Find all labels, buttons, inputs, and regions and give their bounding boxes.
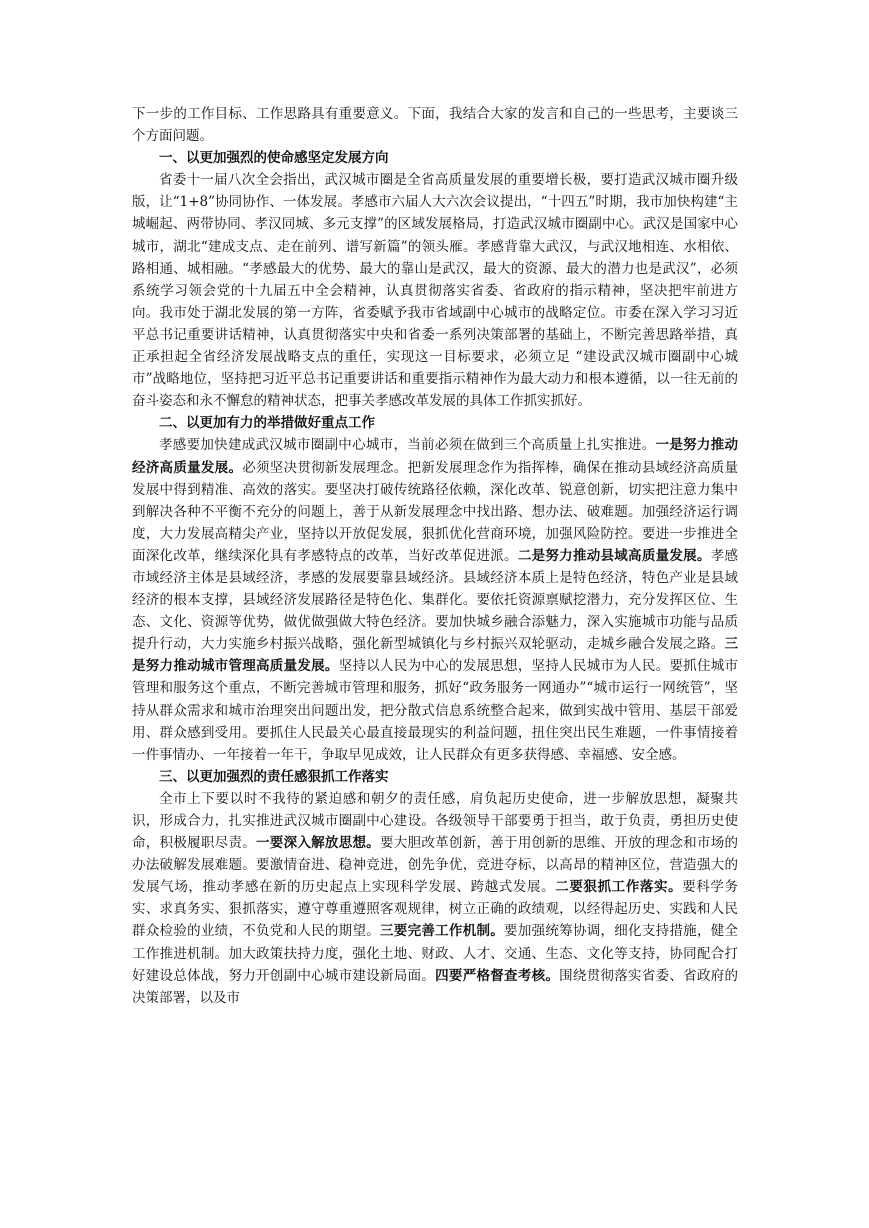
section-3-point-1-title: 一要深入解放思想。 [256, 835, 381, 852]
section-3-point-4-text: 围绕贯彻落实省委、省政府的决策部署，以及市 [132, 967, 739, 1006]
section-2-paragraph [132, 434, 738, 765]
section-2-point-1-title: 一是努力推动经济高质量发展。 [132, 437, 739, 476]
section-3-point-1-text: 要大胆改革创新，善于用创新的思维、开放的理念和市场的办法破解发展难题。要激情奋进、稳神竞进，创先争优，竞进夺标，以高昂的精神区位，营造强大的发展气场，推动孝感在新的历史起点上实现科学发展、跨越式发展。 [132, 835, 739, 896]
section-3-paragraph [132, 788, 738, 1009]
section-3-point-4-title: 四要严格督查考核。 [435, 967, 560, 984]
section-1-heading: 一、以更加强烈的使命感坚定发展方向 [159, 150, 389, 167]
section-3-lead: 全市上下要以时不我待的紧迫感和朝夕的责任感，肩负起历史使命，进一步解放思想，凝聚共识，形成合力，扎实推进武汉城市圈副中心建设。各级领导干部要勇于担当，敢于负责，勇担历史使命，积极履职尽责。 [132, 790, 738, 852]
section-2-lead: 孝感要加快建成武汉城市圈副中心城市，当前必须在做到三个高质量上扎实推进。 [159, 437, 656, 454]
section-3-point-3-text: 要加强统筹协调，细化支持措施，健全工作推进机制。加大政策扶持力度，强化土地、财政、人才、交通、生态、文化等支持，协同配合打好建设总体战，努力开创副中心城市建设新局面。 [132, 923, 739, 984]
section-2-point-2-title: 二是努力推动县域高质量发展。 [517, 547, 711, 564]
section-2-point-2-text: 孝感市域经济主体是县域经济，孝感的发展要靠县域经济。县域经济本质上是特色经济，特色产业是县域经济的根本支撑，县域经济发展路径是特色化、集群化。要依托资源禀赋挖潜力，充分发挥区位、生态、文化、资源等优势，做优做强做大特色经济。要加快城乡融合添魅力，深入实施城市功能与品质提升行动，大力实施乡村振兴战略，强化新型城镇化与乡村振兴双轮驱动，走城乡融合发展之路。 [132, 547, 739, 653]
section-2-point-1-text: 必须坚决贯彻新发展理念。把新发展理念作为指挥棒，确保在推动县域经济高质量发展中得到精准、高效的落实。要坚决打破传统路径依赖，深化改革、锐意创新，切实把注意力集中到解决各种不平衡不充分的问题上，善于从新发展理念中找出路、想办法、破难题。加强经济运行调度，大力发展高精尖产业，坚持以开放促发展，狠抓优化营商环境，加强风险防控。要进一步推进全面深化改革，继续深化具有孝感特点的改革，当好改革促进派。 [132, 459, 739, 564]
intro-paragraph: 下一步的工作目标、工作思路具有重要意义。下面，我结合大家的发言和自己的一些思考，主要谈三个方面问题。 [132, 106, 738, 145]
section-3-point-2-text: 要科学务实、求真务实、狠抓落实，遵守尊重遵照客观规律，树立正确的政绩观，以经得起历史、实践和人民群众检验的业绩，不负党和人民的期望。 [132, 879, 739, 940]
section-3-point-2-title: 二要狠抓工作落实。 [555, 879, 683, 896]
document-page [132, 103, 738, 1009]
section-3-heading: 三、以更加强烈的责任感狠抓工作落实 [159, 768, 389, 785]
section-2-point-3-title: 三是努力推动城市管理高质量发展。 [132, 636, 738, 675]
section-3-point-3-title: 三要完善工作机制。 [380, 923, 505, 940]
section-1-paragraph: 省委十一届八次全会指出，武汉城市圈是全省高质量发展的重要增长极，要打造武汉城市圈升级版，让“1+8”协同协作、一体发展。孝感市六届人大六次会议提出，“十四五”时期，我市加快构建“主城崛起、两带协同、孝汉同城、多元支撑”的区域发展格局，打造武汉城市圈副中心。武汉是国家中心城市，湖北“建成支点、走在前列、谱写新篇”的领头雁。孝感背靠大武汉，与武汉地相连、水相依、路相通、城相融。“孝感最大的优势、最大的靠山是武汉，最大的资源、最大的潜力也是武汉”，必须系统学习领会党的十九届五中全会精神，认真贯彻落实省委、省政府的指示精神，坚决把牢前进方向。我市处于湖北发展的第一方阵，省委赋予我市省域副中心城市的战略定位。市委在深入学习习近平总书记重要讲话精神，认真贯彻落实中央和省委一系列决策部署的基础上，不断完善思路举措，真正承担起全省经济发展战略支点的重任，实现这一目标要求，必须立足 “建设武汉城市圈副中心城市”战略地位，坚持把习近平总书记重要讲话和重要指示精神作为最大动力和根本遵循，以一往无前的奋斗姿态和永不懈怠的精神状态，把事关孝感改革发展的具体工作抓实抓好。 [132, 172, 738, 410]
section-2-point-3-text: 坚持以人民为中心的发展思想，坚持人民城市为人民。要抓住城市管理和服务这个重点，不断完善城市管理和服务，抓好“政务服务一网通办”“城市运行一网统管”，坚持从群众需求和城市治理突出问题出发，把分散式信息系统整合起来，做到实战中管用、基层干部爱用、群众感到受用。要抓住人民最关心最直接最现实的利益问题，扭住突出民生难题，一件事情接着一件事情办、一年接着一年干，争取早见成效，让人民群众有更多获得感、幸福感、安全感。 [132, 658, 739, 763]
section-2-heading: 二、以更加有力的举措做好重点工作 [159, 415, 375, 432]
